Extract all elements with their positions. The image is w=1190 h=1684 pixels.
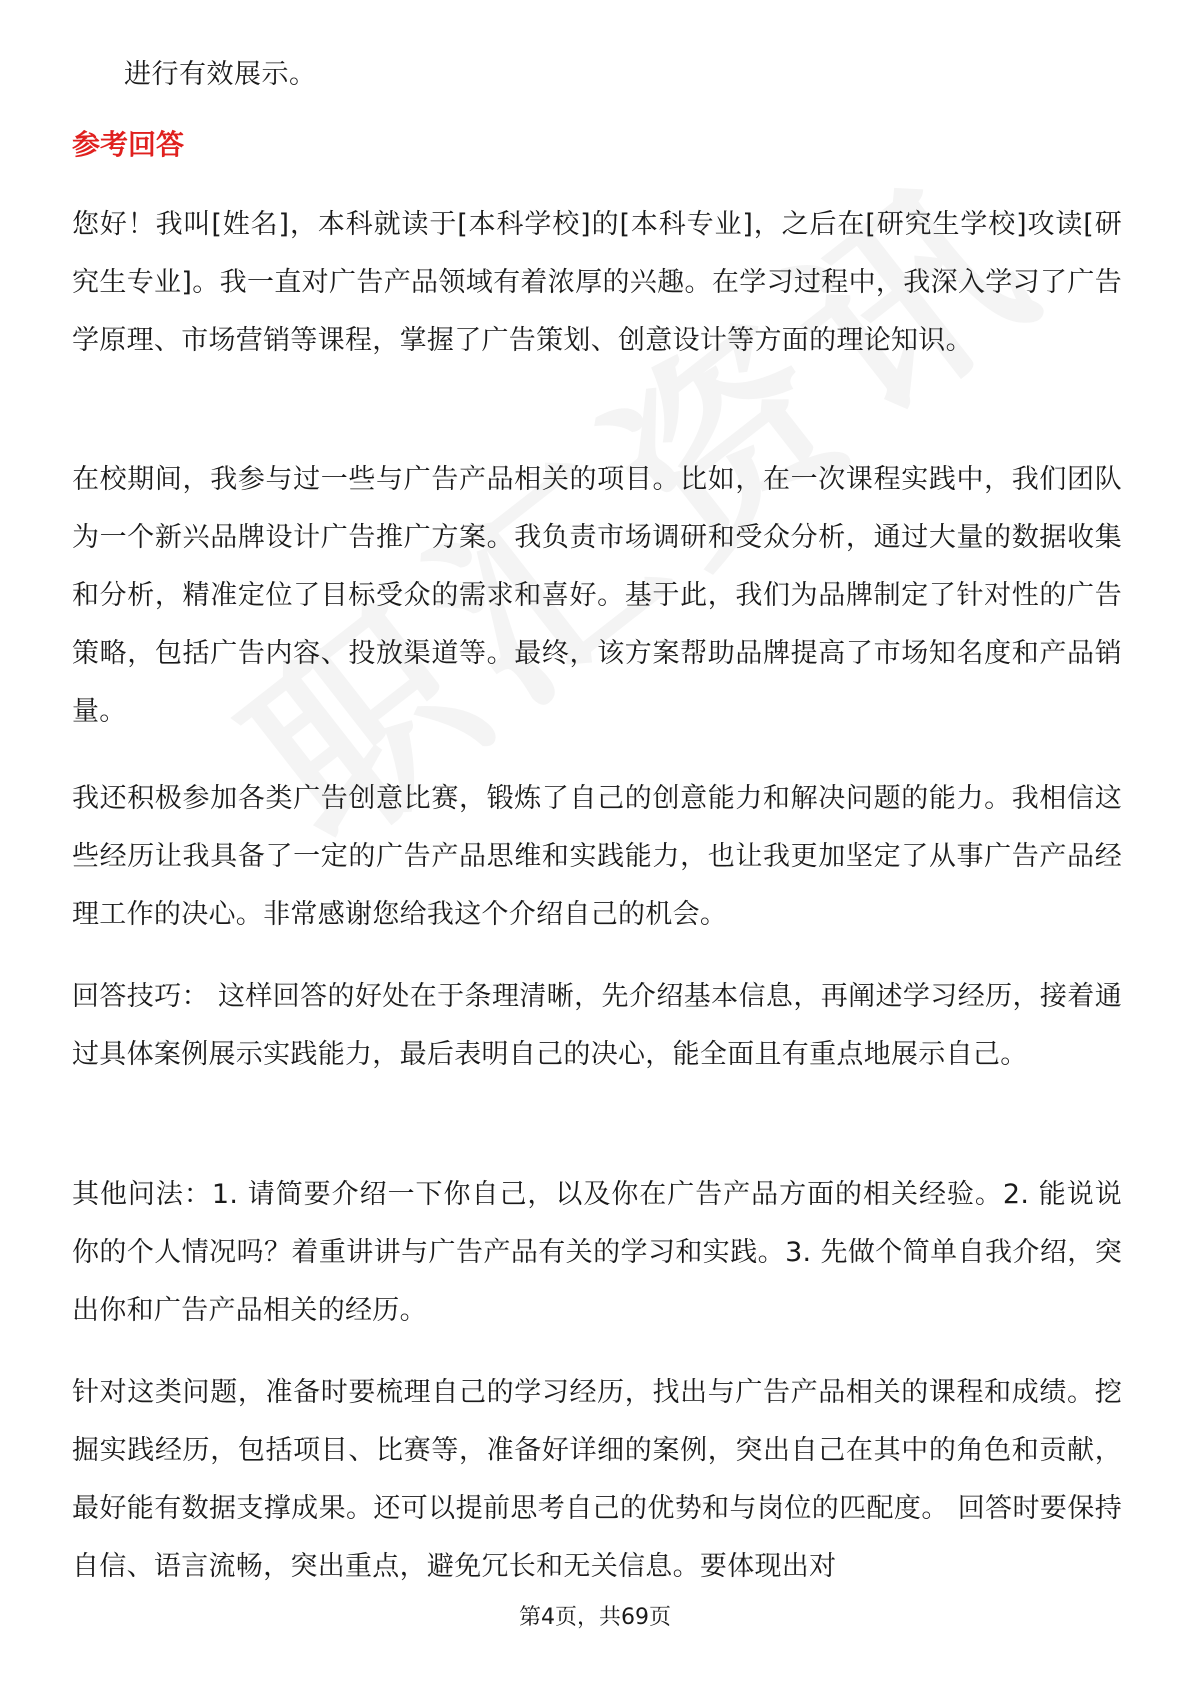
paragraph-preparation-advice: 针对这类问题，准备时要梳理自己的学习经历，找出与广告产品相关的课程和成绩。挖掘实践经历，包括项目、比赛等，准备好详细的案例，突出自己在其中的角色和贡献，最好能有数据支撑成果。还可以提前思考自己的优势和与岗位的匹配度。 回答时要保持自信、语言流畅，突出重点，避免冗长和无关信息。要体现出对 xyxy=(72,1377,1122,1582)
paragraph-other-questions: 其他问法：1. 请简要介绍一下你自己，以及你在广告产品方面的相关经验。2. 能说说你的个人情况吗？着重讲讲与广告产品有关的学习和实践。3. 先做个简单自我介绍，突出你和广告产品相关的经历。 xyxy=(72,1179,1123,1326)
section-heading: 参考回答 xyxy=(72,128,185,161)
paragraph-project-experience: 在校期间，我参与过一些与广告产品相关的项目。比如，在一次课程实践中，我们团队为一个新兴品牌设计广告推广方案。我负责市场调研和受众分析，通过大量的数据收集和分析，精准定位了目标受众的需求和喜好。基于此，我们为品牌制定了针对性的广告策略，包括广告内容、投放渠道等。最终，该方案帮助品牌提高了市场知名度和产品销量。 xyxy=(72,464,1122,727)
intro-line: 进行有效展示。 xyxy=(124,59,317,90)
paragraph-answer-tips: 回答技巧： 这样回答的好处在于条理清晰，先介绍基本信息，再阐述学习经历，接着通过具体案例展示实践能力，最后表明自己的决心，能全面且有重点地展示自己。 xyxy=(72,981,1122,1070)
paragraph-self-intro: 您好！我叫[姓名]，本科就读于[本科学校]的[本科专业]，之后在[研究生学校]攻读[研究生专业]。我一直对广告产品领域有着浓厚的兴趣。在学习过程中，我深入学习了广告学原理、市场营销等课程，掌握了广告策划、创意设计等方面的理论知识。 xyxy=(72,209,1122,356)
paragraph-competitions: 我还积极参加各类广告创意比赛，锻炼了自己的创意能力和解决问题的能力。我相信这些经历让我具备了一定的广告产品思维和实践能力，也让我更加坚定了从事广告产品经理工作的决心。非常感谢您给我这个介绍自己的机会。 xyxy=(72,783,1122,930)
page-number-footer: 第4页，共69页 xyxy=(519,1605,671,1630)
